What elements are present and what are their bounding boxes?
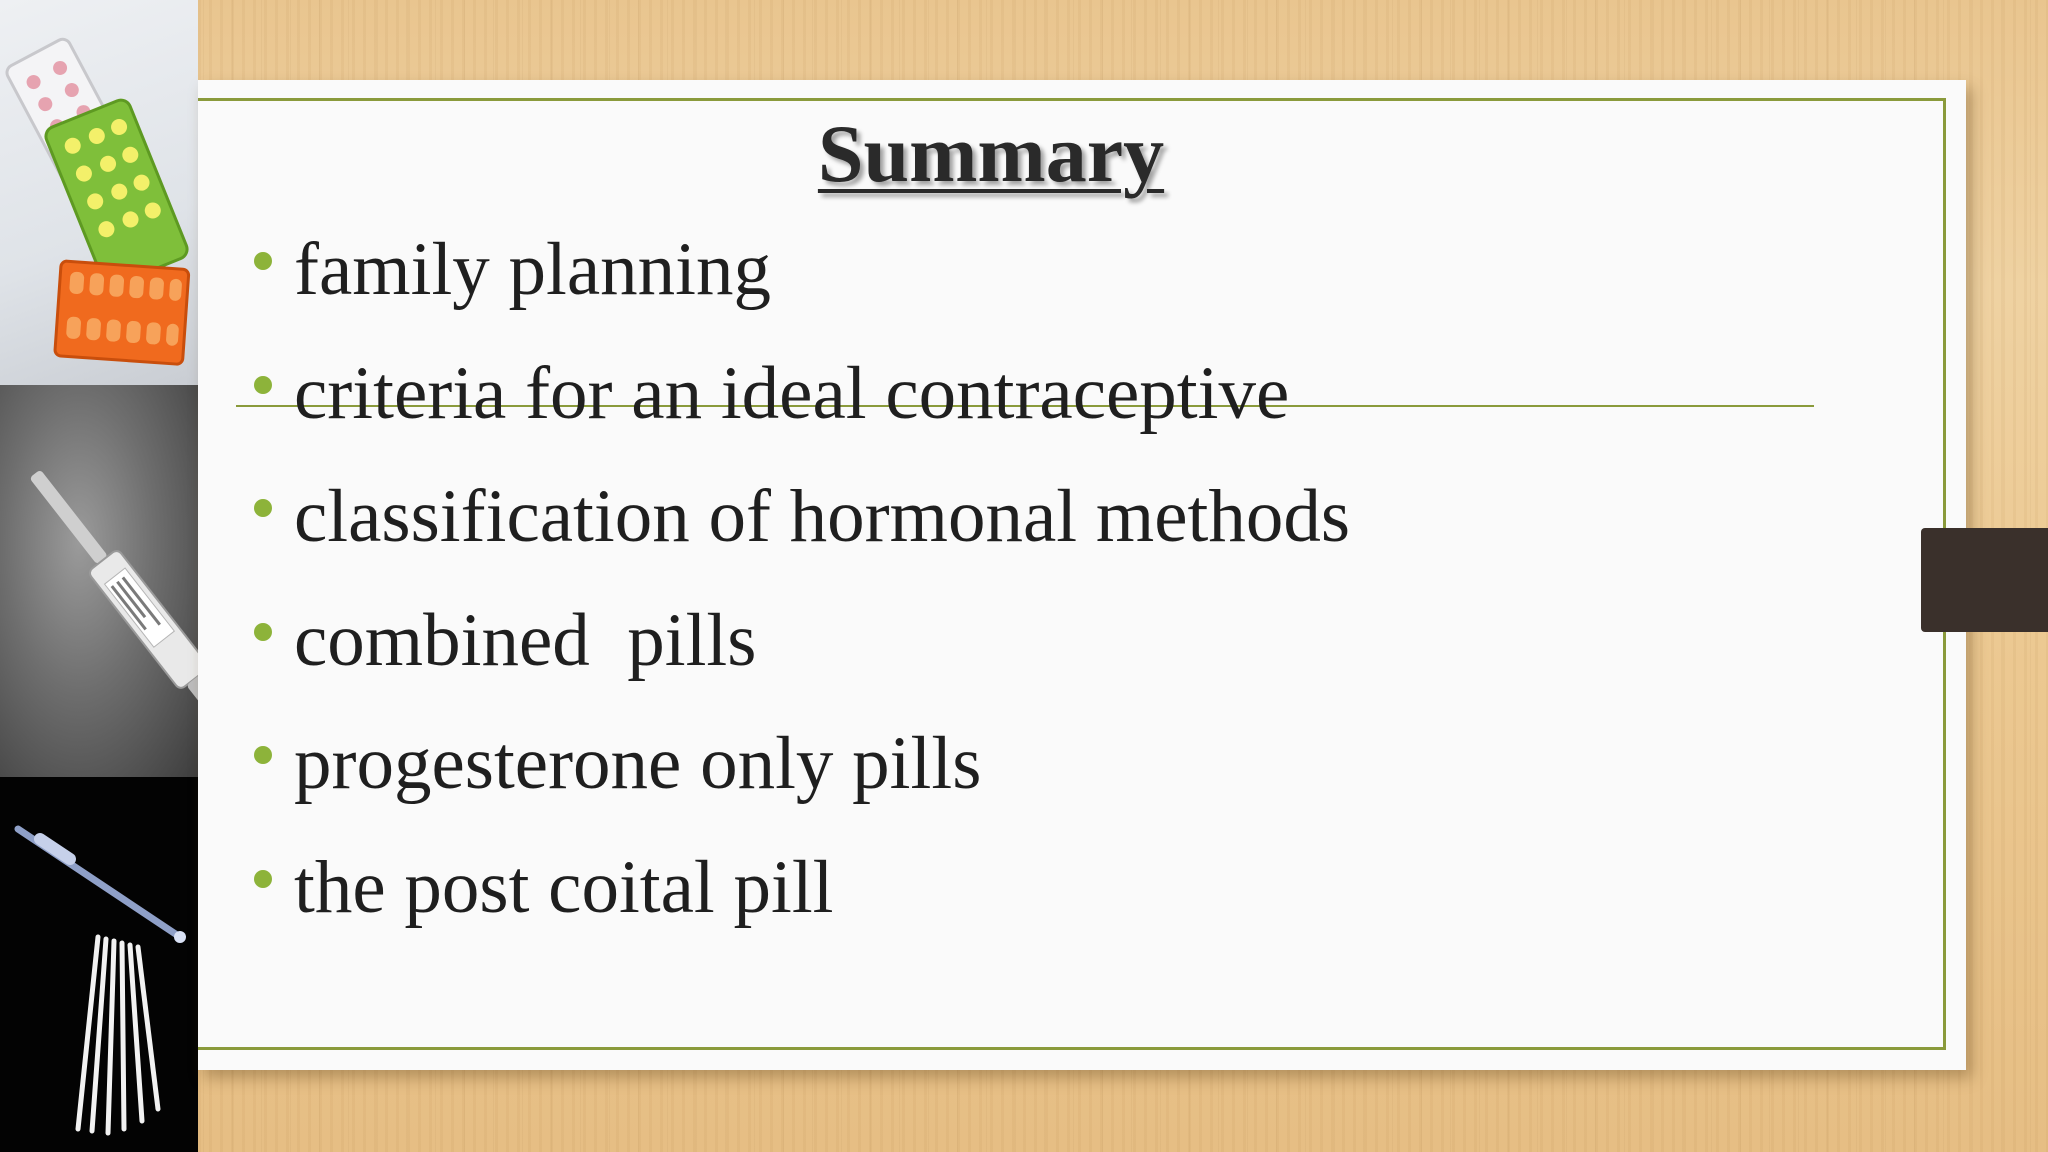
bullet-icon [254,376,272,394]
bullet-icon [254,623,272,641]
injection-syringe-photo [0,385,198,777]
photo-strip [0,0,198,1152]
slide-tab-marker [1921,528,2048,632]
bullet-text: criteria for an ideal contraceptive [294,351,1290,435]
implant-applicator-photo [0,777,198,1152]
bullet-text: the post coital pill [294,845,834,929]
bullet-icon [254,870,272,888]
bullet-icon [254,499,272,517]
bullet-icon [254,252,272,270]
bullet-text: progesterone only pills [294,722,982,805]
bullet-icon [254,746,272,764]
slide-title: Summary [817,108,1165,199]
bullet-text: family planning [294,228,771,311]
contraceptive-pill-packs-photo [0,0,198,385]
bullet-text: combined pills [294,598,757,682]
bullet-text: classification of hormonal methods [294,475,1351,558]
